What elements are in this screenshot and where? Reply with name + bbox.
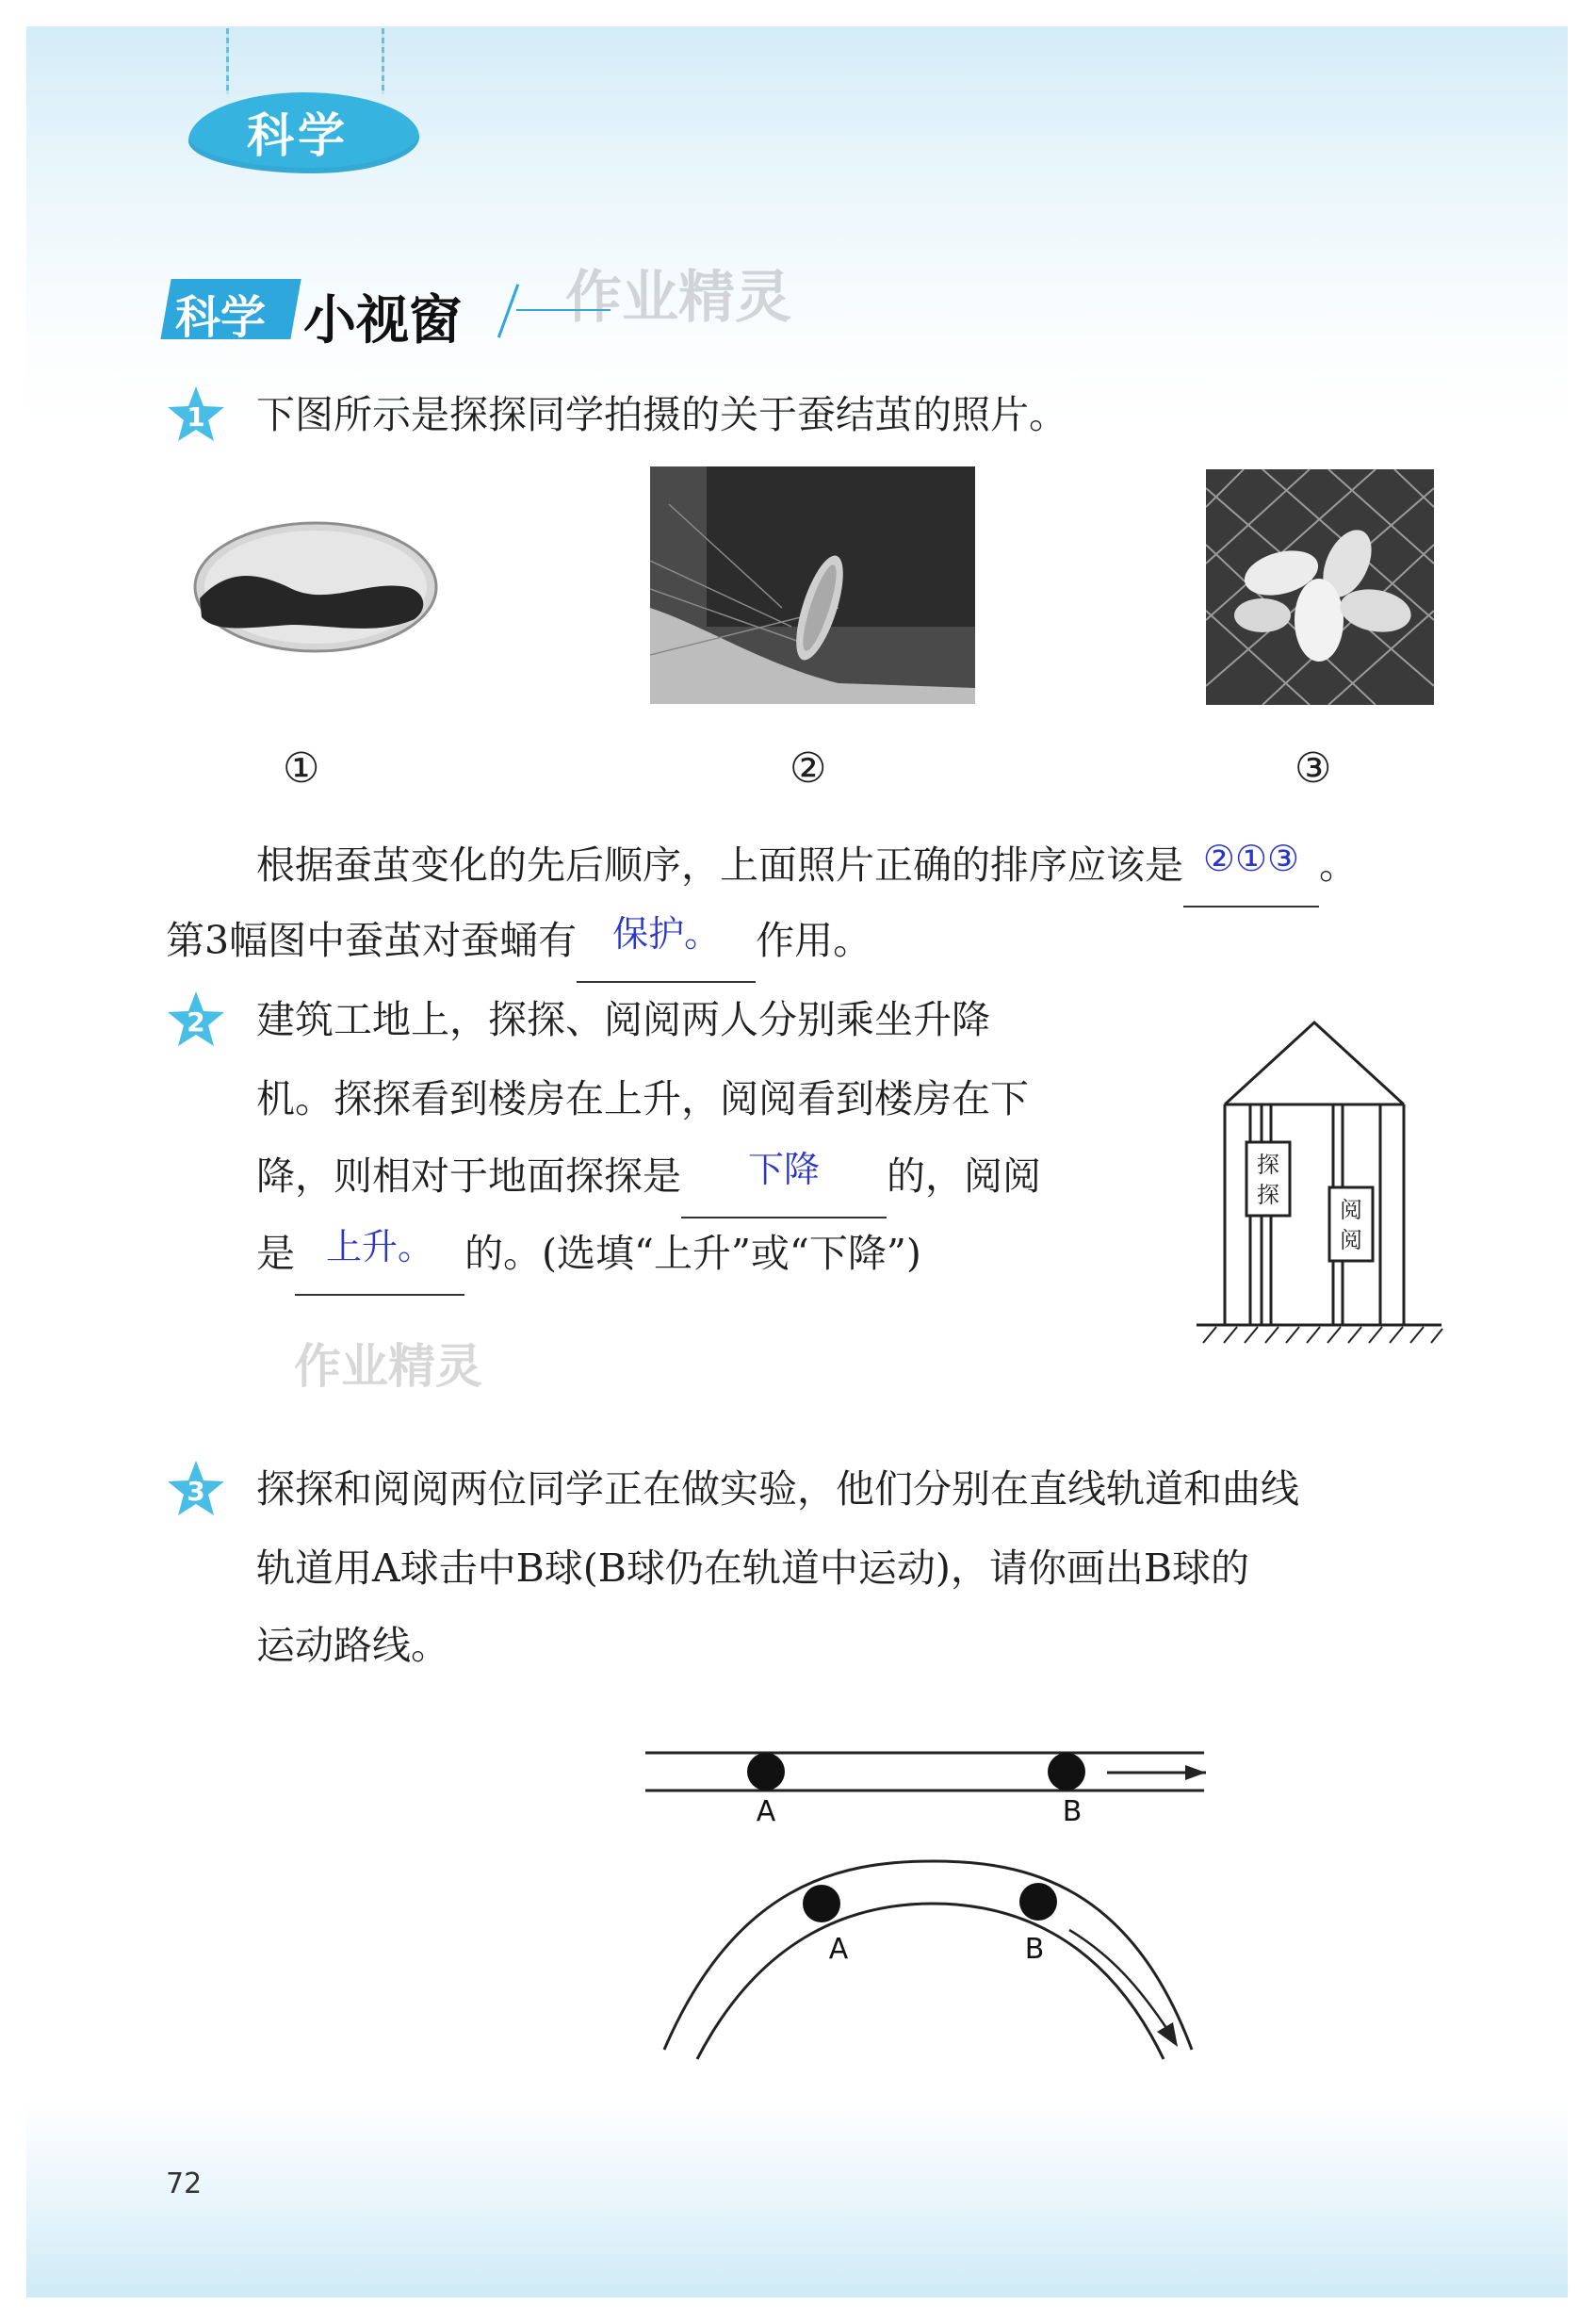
question-1-intro: 下图所示是探探同学拍摄的关于蚕结茧的照片。 xyxy=(256,392,1067,437)
question-1-line-2 xyxy=(166,901,871,983)
q1-line2-end: 作用。 xyxy=(756,918,872,963)
photo-label-3: ③ xyxy=(1295,744,1332,793)
q1-line1-end: 。 xyxy=(1319,842,1358,888)
watermark-2: 作业精灵 xyxy=(294,1339,482,1394)
q2-line4-end: 的。(选填“上升”或“下降”) xyxy=(464,1231,921,1276)
photo-cocoons-net xyxy=(1206,469,1434,705)
question-2-star-icon xyxy=(166,989,226,1050)
question-2-line-4 xyxy=(256,1214,921,1296)
question-3-line-3: 运动路线。 xyxy=(256,1623,449,1668)
question-1-star-icon xyxy=(166,384,226,445)
badge-rope-right xyxy=(382,28,384,94)
question-3-line-2: 轨道用A球击中B球(B球仍在轨道中运动)，请你画出B球的 xyxy=(256,1545,1249,1591)
ball-a-straight xyxy=(747,1753,785,1791)
sign-tantan-1: 探 xyxy=(1257,1152,1279,1178)
page-number: 72 xyxy=(166,2167,203,2200)
label-a-curve: A xyxy=(828,1933,849,1966)
question-1-line-1 xyxy=(256,826,1358,908)
label-b-curve: B xyxy=(1024,1933,1045,1966)
q2-line3-text: 降，则相对于地面探探是 xyxy=(256,1153,681,1199)
q1-answer-2: 保护。 xyxy=(612,913,721,955)
ball-tracks-figure xyxy=(622,1715,1234,2092)
photo-silkworm-spinning xyxy=(650,466,975,704)
question-2-line-1: 建筑工地上，探探、阅阅两人分别乘坐升降 xyxy=(256,997,990,1042)
q2-answer-2-blank[interactable] xyxy=(295,1214,464,1296)
label-a-straight: A xyxy=(756,1795,776,1828)
photo-label-2: ② xyxy=(790,744,827,793)
subject-badge-label: 科学 xyxy=(247,108,349,163)
section-title-window: 小视窗 xyxy=(303,289,462,352)
q1-line2-text: 第3幅图中蚕茧对蚕蛹有 xyxy=(166,918,578,963)
watermark: 作业精灵 xyxy=(565,265,791,331)
ball-a-curve xyxy=(803,1885,840,1922)
question-2-line-2: 机。探探看到楼房在上升，阅阅看到楼房在下 xyxy=(256,1076,1029,1121)
q1-answer-1: ②①③ xyxy=(1202,838,1300,879)
ball-b-straight xyxy=(1048,1753,1085,1791)
sign-yueyue-2: 阅 xyxy=(1340,1227,1362,1253)
section-title-science: 科学 xyxy=(175,291,267,344)
q2-line4-text: 是 xyxy=(256,1231,295,1276)
q2-answer-2: 上升。 xyxy=(325,1226,433,1267)
elevator-building-figure xyxy=(1192,1018,1446,1362)
q2-answer-1: 下降 xyxy=(747,1149,820,1190)
question-3-line-1: 探探和阅阅两位同学正在做实验，他们分别在直线轨道和曲线 xyxy=(256,1466,1299,1512)
q2-answer-1-blank[interactable] xyxy=(681,1136,887,1218)
badge-rope-left xyxy=(226,28,229,94)
label-b-straight: B xyxy=(1062,1795,1083,1828)
q1-answer-2-blank[interactable] xyxy=(577,901,756,983)
photo-label-1: ① xyxy=(283,744,320,793)
question-2-number: 2 xyxy=(187,1006,205,1038)
question-3-number: 3 xyxy=(187,1476,205,1507)
sign-yueyue-1: 阅 xyxy=(1340,1197,1362,1223)
q2-line3-end: 的，阅阅 xyxy=(887,1153,1041,1199)
q1-line1-text: 根据蚕茧变化的先后顺序，上面照片正确的排序应该是 xyxy=(256,842,1183,888)
q1-answer-1-blank[interactable] xyxy=(1183,826,1319,908)
question-3-star-icon xyxy=(166,1459,226,1519)
sign-tantan-2: 探 xyxy=(1257,1182,1279,1208)
question-1-number: 1 xyxy=(187,401,205,433)
photo-cocoon-cut xyxy=(188,514,443,655)
ball-b-curve xyxy=(1019,1883,1057,1921)
question-2-line-3 xyxy=(256,1136,1041,1218)
